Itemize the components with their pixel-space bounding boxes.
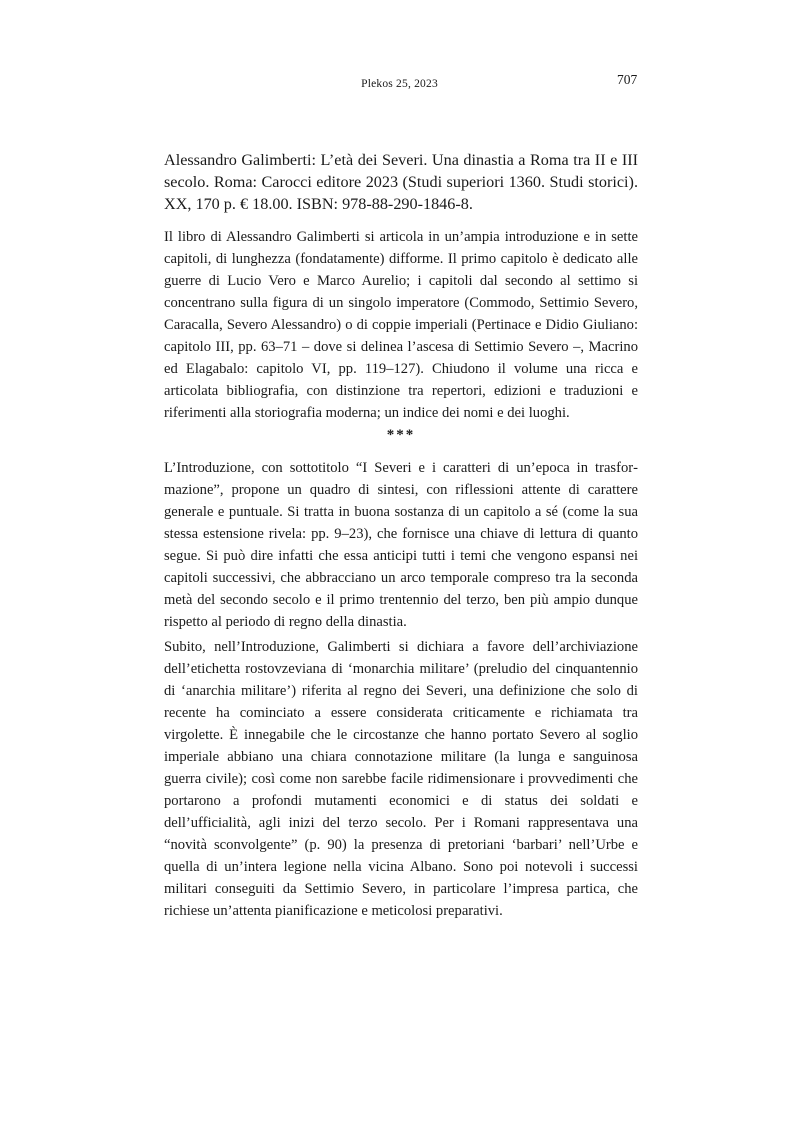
paragraph-3: Subito, nell’Introduzione, Galimberti si dichiara a favore dell’archiviazione dell’etichetta rostovzeviana di ‘monarchia militare’ (preludio del cinquantennio di ‘anarchia militare’) riferita al regno dei Severi, una definizione che solo di recente ha cominciato a essere considerata criticamente e richiamata tra virgolette. È innegabile che le circostanze che hanno portato Severo al soglio imperiale abbiano una chiara connotazione militare (la lunga e sanguinosa guerra civile); così come non sarebbe facile ridimensionare i provvedimenti che portarono a profondi mutamenti economici e di status dei soldati e dell’ufficialità, agli inizi del terzo secolo. Per i Romani rappresentava una “novità sconvolgente” (p. 90) la presenza di pretoriani ‘barbari’ nell’Urbe e quella di un’intera legione nella vicina Albano. Sono poi notevoli i successi militari conseguiti da Settimio Severo, in particolare l’impresa partica, che richiese un’attenta pianificazione e meticolosi preparativi.	[164, 639, 638, 919]
book-citation: Alessandro Galimberti: L’età dei Severi. Una dinastia a Roma tra II e III secolo. Roma: Carocci editore 2023 (Studi superiori 1360. Studi storici). XX, 170 p. € 18.00. ISBN: 978-88-290-1846-8.	[164, 151, 638, 213]
page-number: 707	[617, 72, 638, 87]
running-head: Plekos 25, 2023	[361, 78, 438, 90]
paragraph-1: Il libro di Alessandro Galimberti si articola in un’ampia introduzione e in sette capitoli, di lunghezza (fondatamente) difforme. Il primo capitolo è dedicato alle guerre di Lucio Vero e Marco Aurelio; i capitoli dal secondo al settimo si concentrano sulla figura di un singolo imperatore (Commodo, Settimio Severo, Caracalla, Severo Alessandro) o di coppie imperiali (Pertinace e Didio Giuliano: capitolo III, pp. 63–71 – dove si delinea l’ascesa di Settimio Severo –, Macrino ed Elagabalo: capitolo VI, pp. 119–127). Chiudono il volume una ricca e articolata bibliografia, con distinzione tra repertori, edizioni e traduzioni e riferimenti alla storiografia moderna; un indice dei nomi e dei luoghi.	[164, 229, 638, 421]
paragraph-2: L’Introduzione, con sottotitolo “I Severi e i caratteri di un’epoca in trasformazione”, propone un quadro di sintesi, con riflessioni attente di carattere generale e puntuale. Si tratta in buona sostanza di un capitolo a sé (come la sua stessa estensione rivela: pp. 9–23), che fornisce una chiave di lettura di quanto segue. Si può dire infatti che essa anticipi tutti i temi che vengono espansi nei capitoli successivi, che abbracciano un arco temporale compreso tra la seconda metà del secondo secolo e il primo trentennio del terzo, ben più ampio dunque rispetto al periodo di regno della dinastia.	[164, 460, 638, 630]
section-separator: ***	[386, 427, 416, 443]
